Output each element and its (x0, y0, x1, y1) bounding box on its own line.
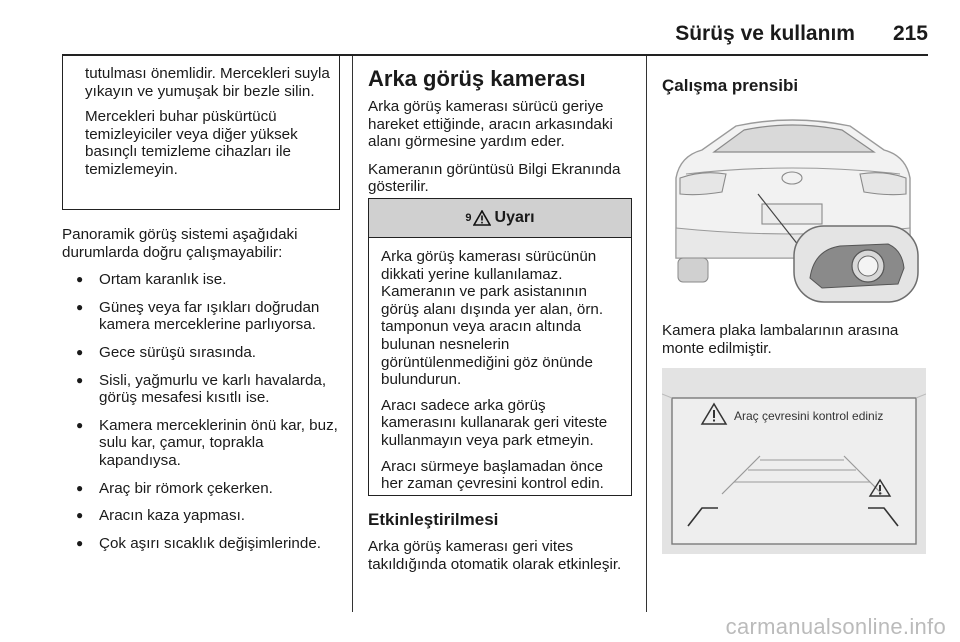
continued-note-box (62, 56, 340, 210)
warning-paragraph: Arka görüş kamerası sürücünün dikkati yerine kullanılamaz. Kameranın ve park asistanının görüş alanı dışında yer alan, örn. tamponun veya aracın altında bulunan nesnelerin görüntülenmediğini göz önünde bulundurun. (381, 248, 604, 389)
column-3-caption (662, 322, 932, 367)
column-3-heading (662, 76, 932, 104)
list-item: ● Sisli, yağmurlu ve karlı havalarda, görüş mesafesi kısıtlı ise. (62, 372, 346, 407)
camera-display-illustration (662, 368, 926, 554)
body-paragraph: Kameranın görüntüsü Bilgi Ekranında gösterilir. (368, 160, 621, 196)
section-title: Arka görüş kamerası (368, 66, 586, 91)
list-item: ● Kamera merceklerinin önü kar, buz, sulu kar, çamur, toprakla kapandıysa. (62, 417, 346, 470)
watermark: carmanualsonline.info (725, 614, 946, 639)
list-item: ● Çok aşırı sıcaklık değişimlerinde. (62, 535, 346, 553)
warning-header (369, 199, 631, 238)
limitations-list (62, 271, 346, 552)
camera-screen-message: Araç çevresini kontrol ediniz (734, 409, 884, 423)
page-number: 215 (892, 22, 928, 45)
list-item: ● Ortam karanlık ise. (62, 271, 346, 289)
note-paragraph: Mercekleri buhar püskürtücü temizleyiciler veya diğer yüksek basınçlı temizleme cihazları ile temizlemeyin. (85, 108, 298, 178)
activation-section (368, 510, 636, 583)
warning-box (368, 198, 632, 496)
camera-location-caption: Kamera plaka lambalarının arasına monte edilmiştir. (662, 322, 899, 357)
subsection-title: Çalışma prensibi (662, 76, 799, 95)
list-item: ● Gece sürüşü sırasında. (62, 344, 346, 362)
warning-paragraph: Aracı sürmeye başlamadan önce her zaman çevresini kontrol edin. (381, 457, 604, 493)
warning-icon: 9 (465, 210, 490, 226)
page-header (640, 22, 928, 52)
column-divider-1 (352, 56, 353, 612)
column-2 (368, 66, 636, 206)
warning-title: Uyarı (494, 209, 535, 226)
warning-paragraph: Aracı sadece arka görüş kamerasını kullanarak geri viteste kullanmayın veya park etmeyin. (381, 396, 608, 449)
car-rear-illustration (662, 108, 924, 308)
column-divider-2 (646, 56, 647, 612)
note-paragraph: tutulması önemlidir. Mercekleri suyla yıkayın ve yumuşak bir bezle silin. (85, 65, 330, 100)
subsection-title: Etkinleştirilmesi (368, 510, 499, 529)
body-paragraph: Arka görüş kamerası sürücü geriye hareket ettiğinde, aracın arkasındaki alanı görmesine yardım eder. (368, 98, 613, 151)
warning-body (369, 238, 631, 493)
limitations-intro: Panoramik görüş sistemi aşağıdaki durumlarda doğru çalışmayabilir: (62, 226, 298, 261)
chapter-title: Sürüş ve kullanım (675, 22, 855, 45)
list-item: ● Aracın kaza yapması. (62, 507, 346, 525)
activation-paragraph: Arka görüş kamerası geri vites takıldığında otomatik olarak etkinleşir. (368, 538, 622, 573)
column-1 (62, 226, 346, 562)
list-item: ● Güneş veya far ışıkları doğrudan kamera merceklerine parlıyorsa. (62, 299, 346, 334)
list-item: ● Araç bir römork çekerken. (62, 480, 346, 498)
